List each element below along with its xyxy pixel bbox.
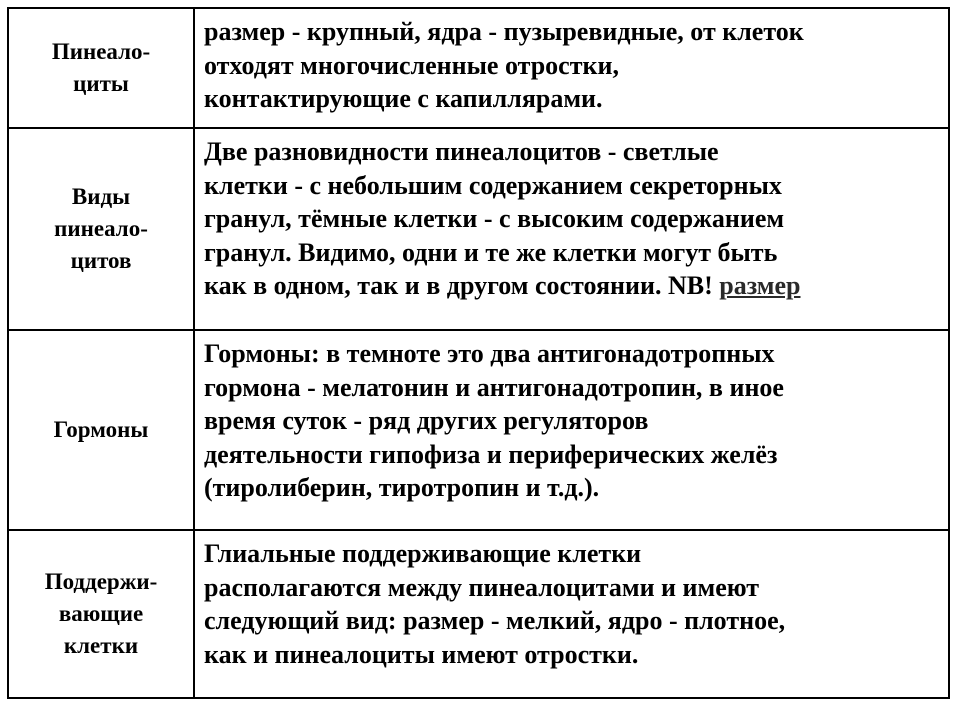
table-row xyxy=(8,8,949,128)
description-line: как и пинеалоциты имеют отростки. xyxy=(204,639,639,669)
description-line: Две разновидности пинеалоцитов - светлые xyxy=(204,137,719,166)
term-line: цитов xyxy=(70,248,132,273)
term-line: Поддержи- xyxy=(44,569,158,594)
pinealocyte-table xyxy=(7,7,950,699)
description-line: отходят многочисленные отростки, xyxy=(204,50,619,80)
description-line: размер - крупный, ядра - пузыревидные, от клеток xyxy=(204,17,804,46)
description-line-with-link xyxy=(204,269,942,303)
term-line: Пинеало- xyxy=(51,39,151,64)
size-link[interactable]: размер xyxy=(719,271,801,300)
term-cell-hormones xyxy=(8,330,194,530)
description-text: как в одном, так и в другом состоянии. NB! xyxy=(204,271,720,300)
description-line: (тиролиберин, тиротропин и т.д.). xyxy=(204,473,600,502)
term-line: клетки xyxy=(63,633,139,658)
description-cell xyxy=(194,530,949,698)
description-cell xyxy=(194,330,949,530)
description-line: гормона - мелатонин и антигонадотропин, в иное xyxy=(204,372,784,402)
description-line: Глиальные поддерживающие клетки xyxy=(204,539,642,568)
term-line: циты xyxy=(73,71,129,96)
description-line: время суток - ряд других регуляторов xyxy=(204,406,649,435)
term-cell-pinealocytes xyxy=(8,8,194,128)
table-row xyxy=(8,330,949,530)
description-cell xyxy=(194,128,949,330)
description-line: контактирующие с капиллярами. xyxy=(204,84,603,113)
term-line: Виды xyxy=(71,184,131,209)
description-line: гранул. Видимо, одни и те же клетки могут быть xyxy=(204,237,778,267)
term-cell-supporting-cells xyxy=(8,530,194,698)
description-cell xyxy=(194,8,949,128)
description-line: гранул, тёмные клетки - с высоким содержанием xyxy=(204,204,785,233)
table-row xyxy=(8,530,949,698)
description-line: клетки - с небольшим содержанием секреторных xyxy=(204,170,782,200)
term-line: пинеало- xyxy=(54,216,148,241)
description-line: деятельности гипофиза и периферических желёз xyxy=(204,439,778,469)
term-cell-pinealocyte-types xyxy=(8,128,194,330)
term-line: вающие xyxy=(58,601,144,626)
term-line: Гормоны xyxy=(53,417,149,442)
description-line: следующий вид: размер - мелкий, ядро - плотное, xyxy=(204,606,786,635)
description-line: располагаются между пинеалоцитами и имеют xyxy=(204,572,760,602)
description-line: Гормоны: в темноте это два антигонадотропных xyxy=(204,339,775,368)
table-row xyxy=(8,128,949,330)
